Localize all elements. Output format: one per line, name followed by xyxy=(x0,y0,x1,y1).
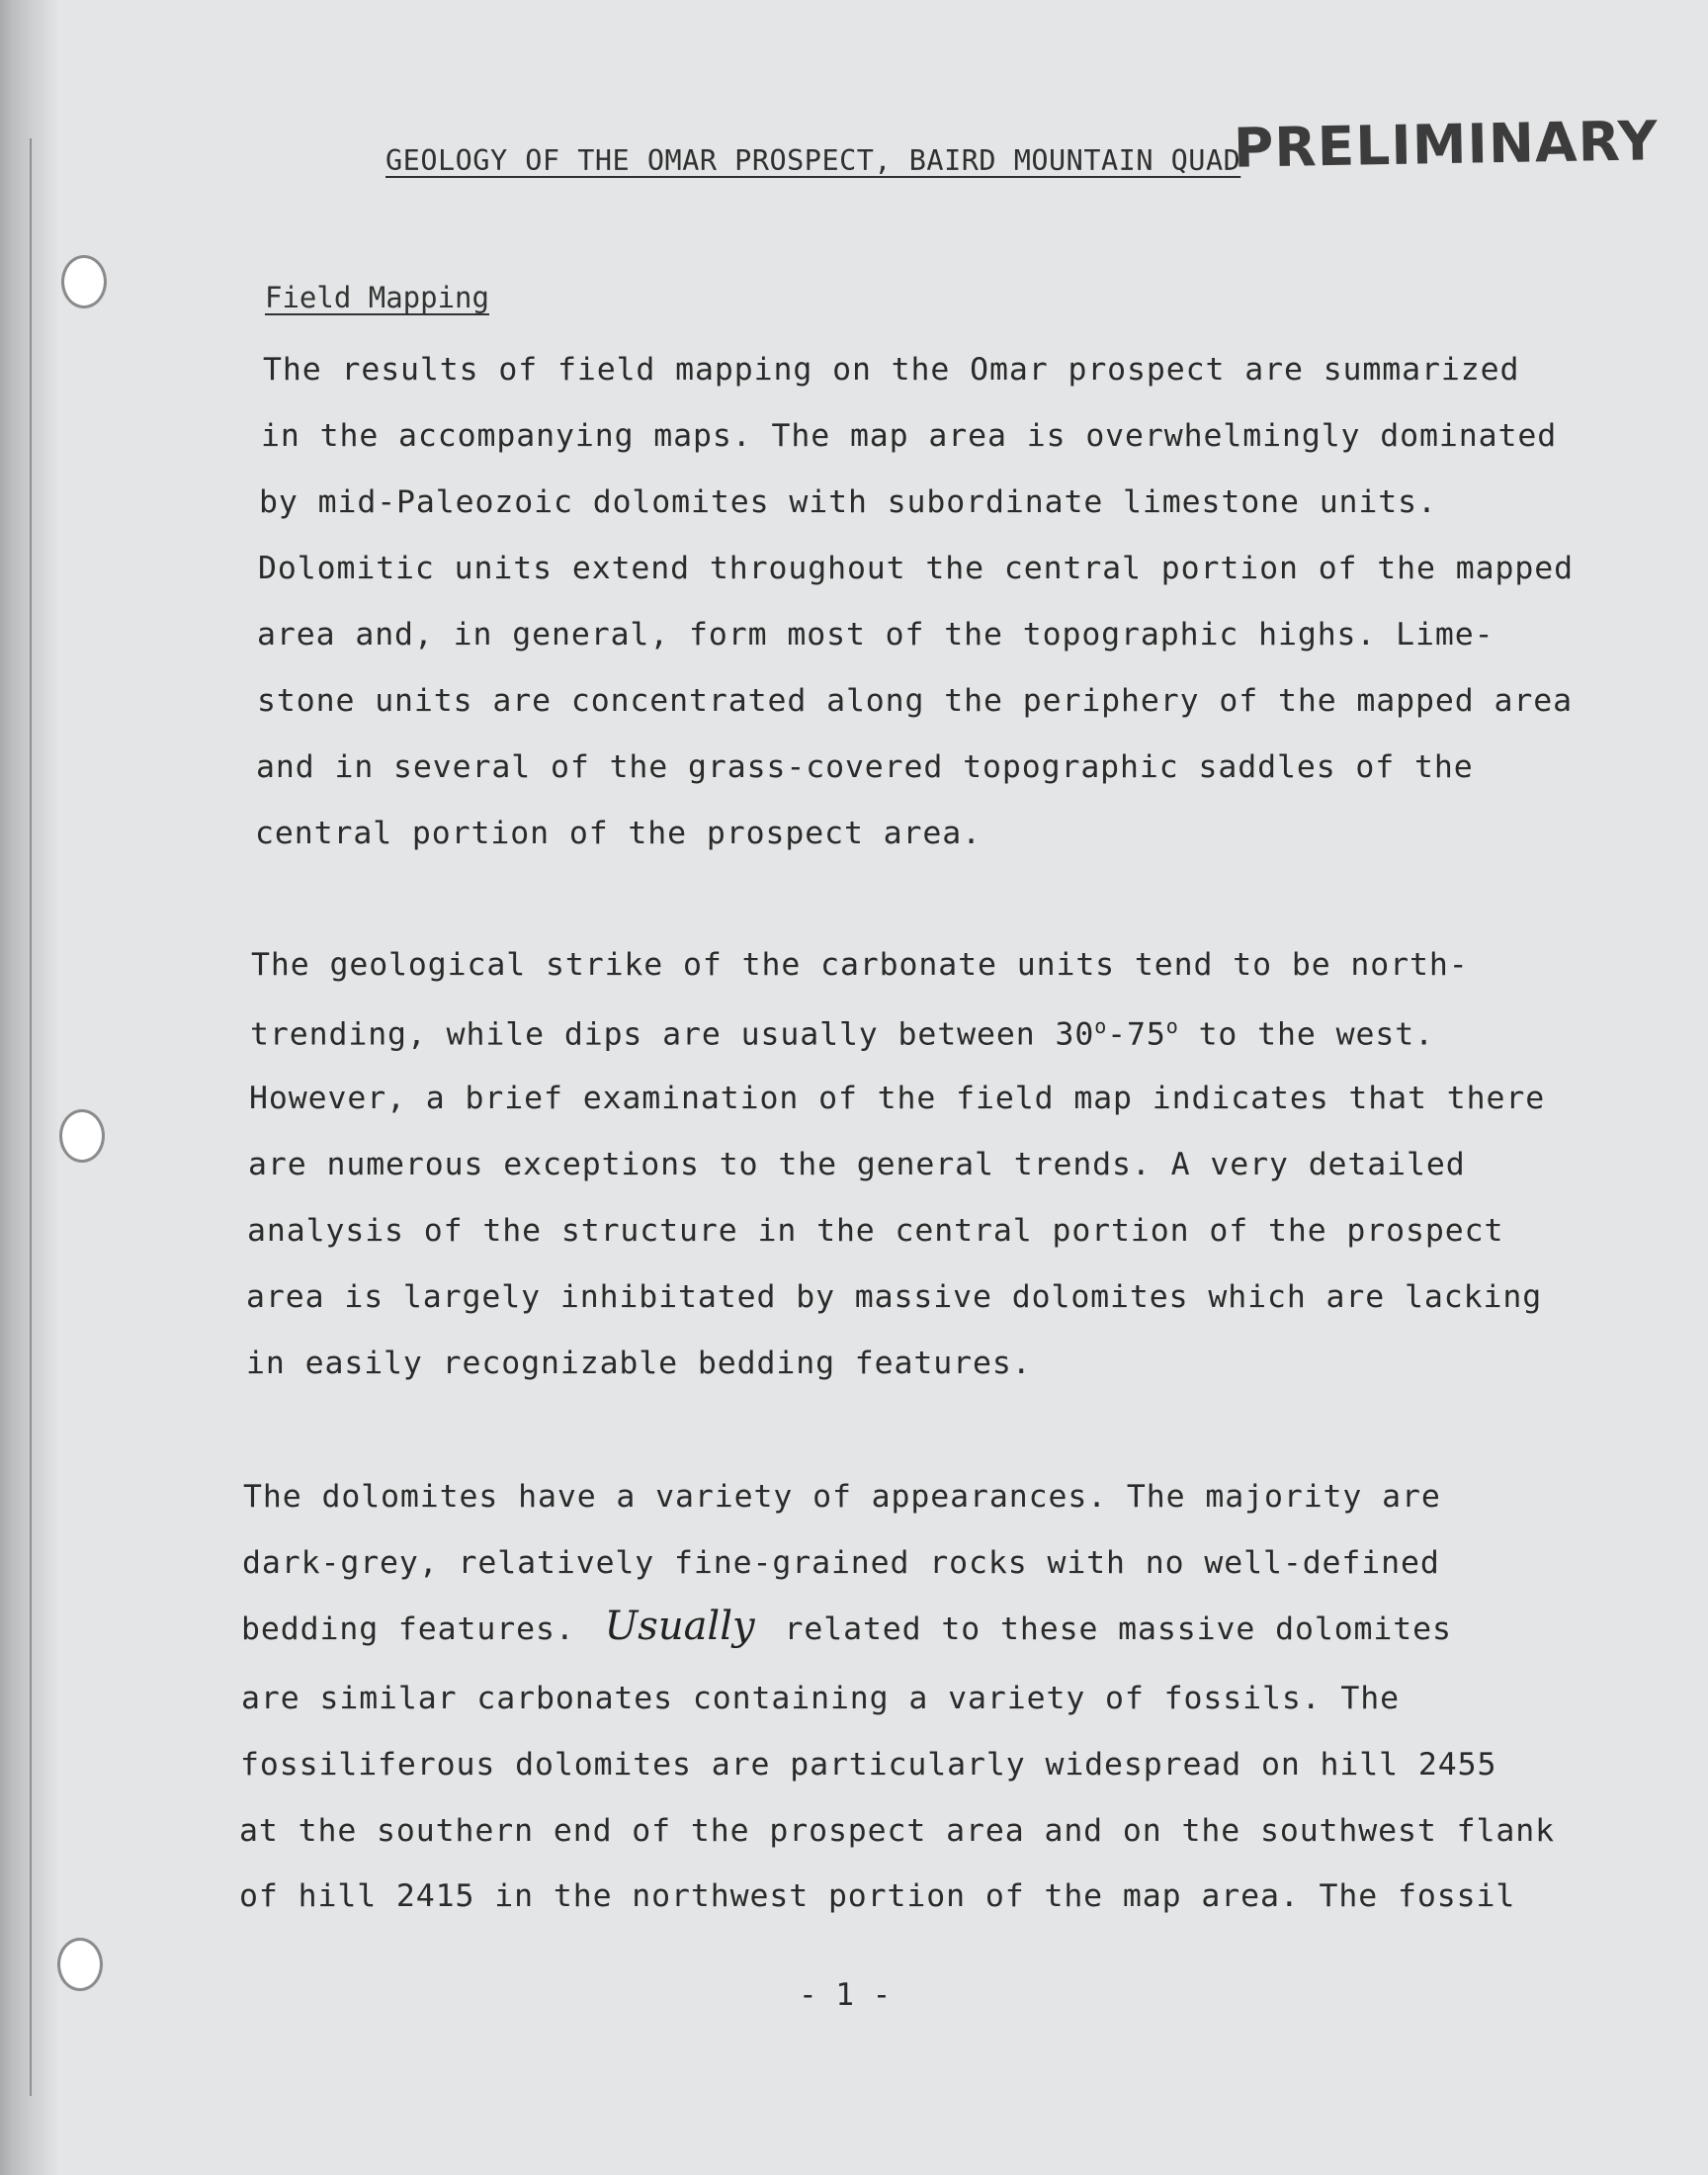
text-line: are similar carbonates containing a variety of fossils. The xyxy=(241,1681,1401,1716)
text-line: area is largely inhibitated by massive dolomites which are lacking xyxy=(246,1279,1543,1315)
text-line: The geological strike of the carbonate units tend to be north- xyxy=(251,947,1469,983)
binding-line xyxy=(30,138,32,2096)
text-line: at the southern end of the prospect area and on the southwest flank xyxy=(239,1813,1555,1849)
text-line-handwritten xyxy=(241,1604,1452,1649)
text-line: by mid-Paleozoic dolomites with subordinate limestone units. xyxy=(259,484,1437,520)
text-line: of hill 2415 in the northwest portion of the map area. The fossil xyxy=(239,1878,1516,1914)
text-line: central portion of the prospect area. xyxy=(255,816,982,851)
dips-range-end: -75 xyxy=(1107,1016,1166,1053)
handwritten-word: Usually xyxy=(604,1604,755,1649)
degree-mark: o xyxy=(1165,1014,1179,1038)
text-line: fossiliferous dolomites are particularly widespread on hill 2455 xyxy=(240,1747,1497,1783)
dips-text: trending, while dips are usually between 30 xyxy=(250,1016,1095,1053)
text-line: stone units are concentrated along the periphery of the mapped area xyxy=(257,683,1573,719)
text-line: Dolomitic units extend throughout the central portion of the mapped xyxy=(258,551,1574,586)
text-line: are numerous exceptions to the general trends. A very detailed xyxy=(248,1147,1466,1182)
scan-left-edge xyxy=(0,0,57,2175)
punch-hole-bottom xyxy=(57,1938,103,1991)
punch-hole-middle xyxy=(59,1109,105,1163)
degree-mark: o xyxy=(1094,1014,1108,1038)
bedding-text: bedding features. xyxy=(241,1611,575,1647)
text-line: analysis of the structure in the central portion of the prospect xyxy=(247,1213,1504,1249)
preliminary-stamp: PRELIMINARY xyxy=(1233,109,1660,180)
document-title: GEOLOGY OF THE OMAR PROSPECT, BAIRD MOUNTAIN QUAD xyxy=(385,144,1241,177)
text-line-dips xyxy=(250,1014,1434,1053)
text-line: The dolomites have a variety of appearances. The majority are xyxy=(243,1479,1441,1515)
punch-hole-top xyxy=(61,255,107,308)
page-number: - 1 - xyxy=(799,1977,892,2013)
text-line: in easily recognizable bedding features. xyxy=(246,1346,1032,1381)
text-line: However, a brief examination of the field map indicates that there xyxy=(249,1081,1546,1116)
text-line: in the accompanying maps. The map area is overwhelmingly dominated xyxy=(261,418,1558,454)
dips-direction: to the west. xyxy=(1178,1016,1434,1053)
text-line: dark-grey, relatively fine-grained rocks with no well-defined xyxy=(242,1545,1440,1581)
text-line: and in several of the grass-covered topographic saddles of the xyxy=(256,749,1474,785)
section-heading: Field Mapping xyxy=(265,281,489,314)
text-line: The results of field mapping on the Omar prospect are summarized xyxy=(263,352,1520,388)
text-line: area and, in general, form most of the topographic highs. Lime- xyxy=(257,617,1494,652)
line-tail: related to these massive dolomites xyxy=(784,1611,1452,1647)
